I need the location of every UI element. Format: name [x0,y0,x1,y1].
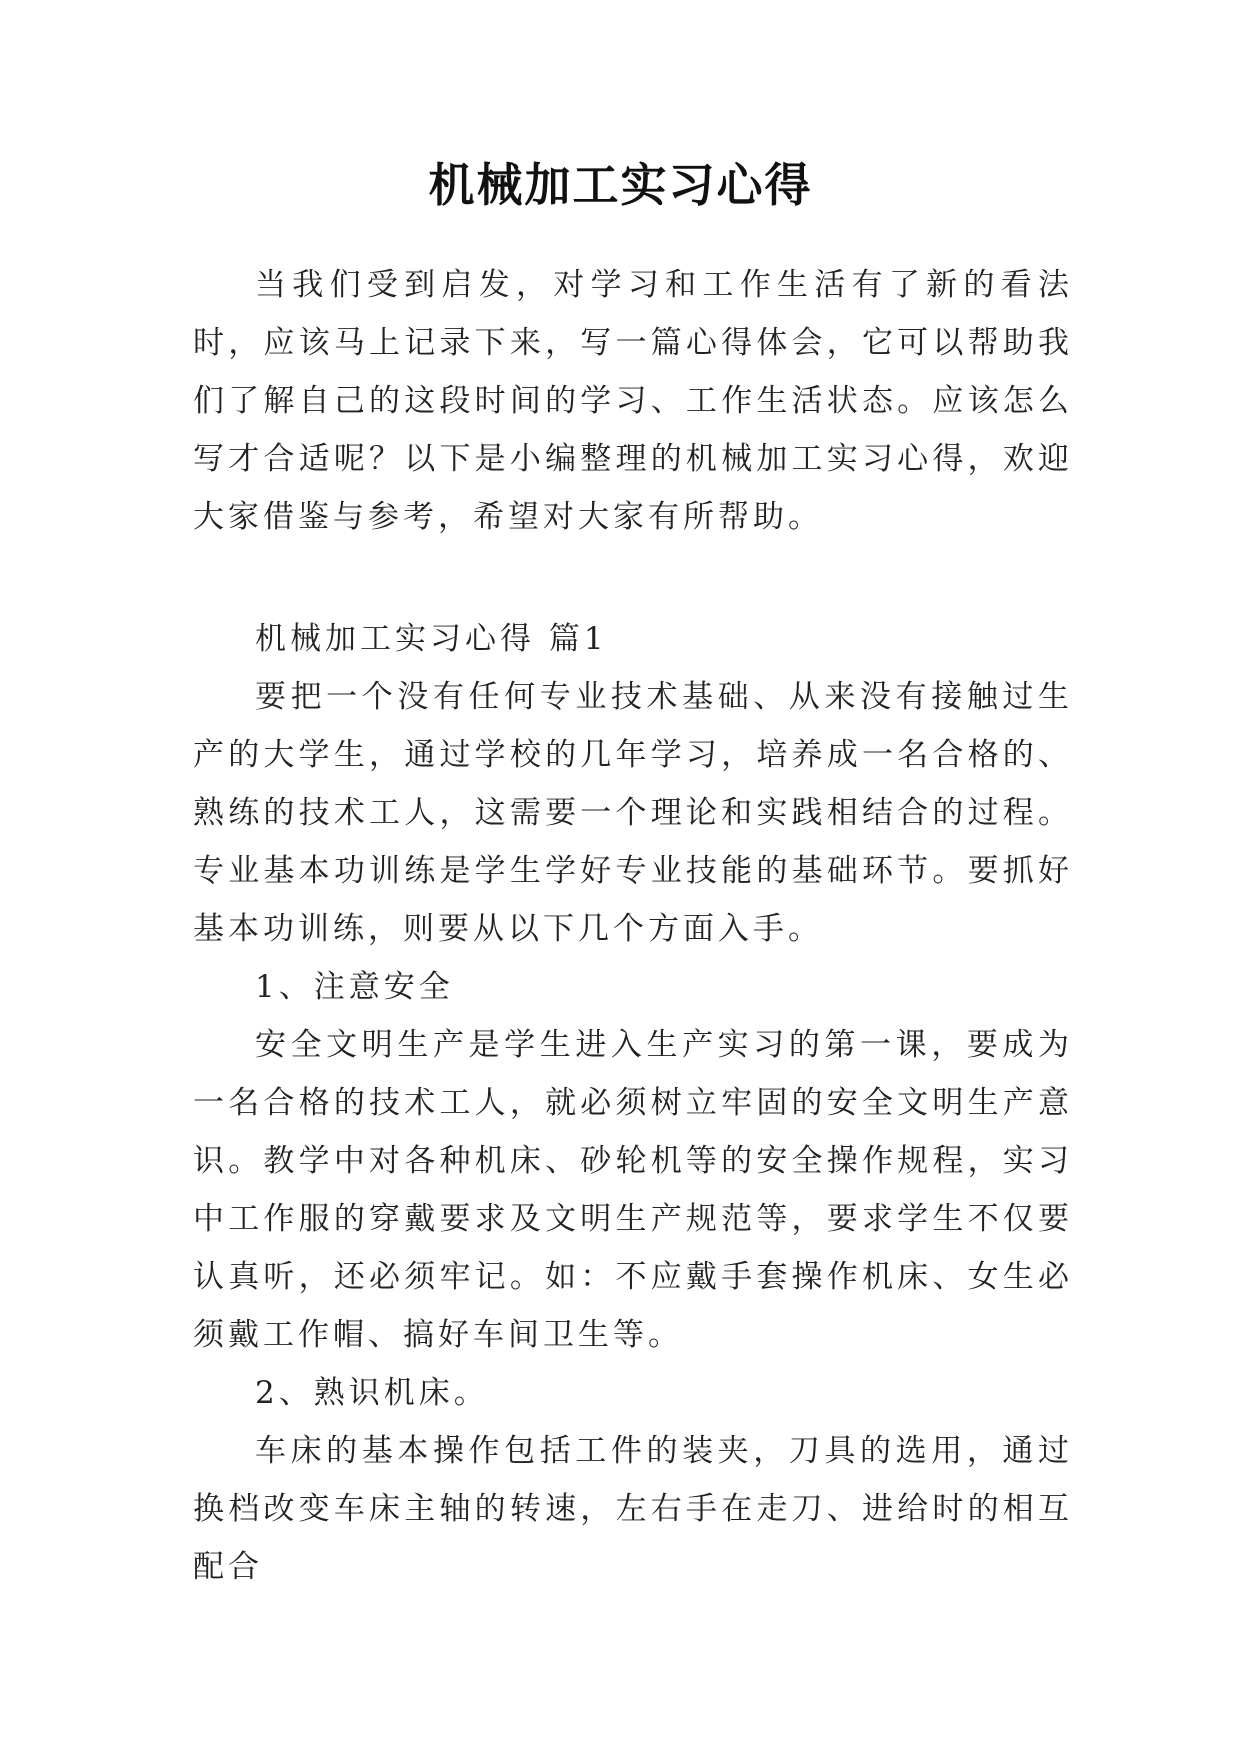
document-body [193,256,1073,1596]
body-paragraph: 要把一个没有任何专业技术基础、从来没有接触过生产的大学生，通过学校的几年学习，培养成一名合格的、熟练的技术工人，这需要一个理论和实践相结合的过程。专业基本功训练是学生学好专业技能的基础环节。要抓好基本功训练，则要从以下几个方面入手。 [193,679,1073,947]
document-title: 机械加工实习心得 [428,158,813,212]
subheading-safety: 1、注意安全 [255,969,454,1005]
body-paragraph: 安全文明生产是学生进入生产实习的第一课，要成为一名合格的技术工人，就必须树立牢固的安全文明生产意识。教学中对各种机床、砂轮机等的安全操作规程，实习中工作服的穿戴要求及文明生产规范等，要求学生不仅要认真听，还必须牢记。如：不应戴手套操作机床、女生必须戴工作帽、搞好车间卫生等。 [193,1027,1073,1353]
intro-paragraph: 当我们受到启发，对学习和工作生活有了新的看法时，应该马上记录下来，写一篇心得体会，它可以帮助我们了解自己的这段时间的学习、工作生活状态。应该怎么写才合适呢？以下是小编整理的机械加工实习心得，欢迎大家借鉴与参考，希望对大家有所帮助。 [193,267,1073,535]
subheading-machine: 2、熟识机床。 [255,1375,489,1411]
section-spacer [193,546,1073,610]
body-paragraph: 车床的基本操作包括工件的装夹，刀具的选用，通过换档改变车床主轴的转速，左右手在走刀、进给时的相互配合 [193,1433,1073,1585]
section-heading: 机械加工实习心得 篇1 [255,621,608,657]
